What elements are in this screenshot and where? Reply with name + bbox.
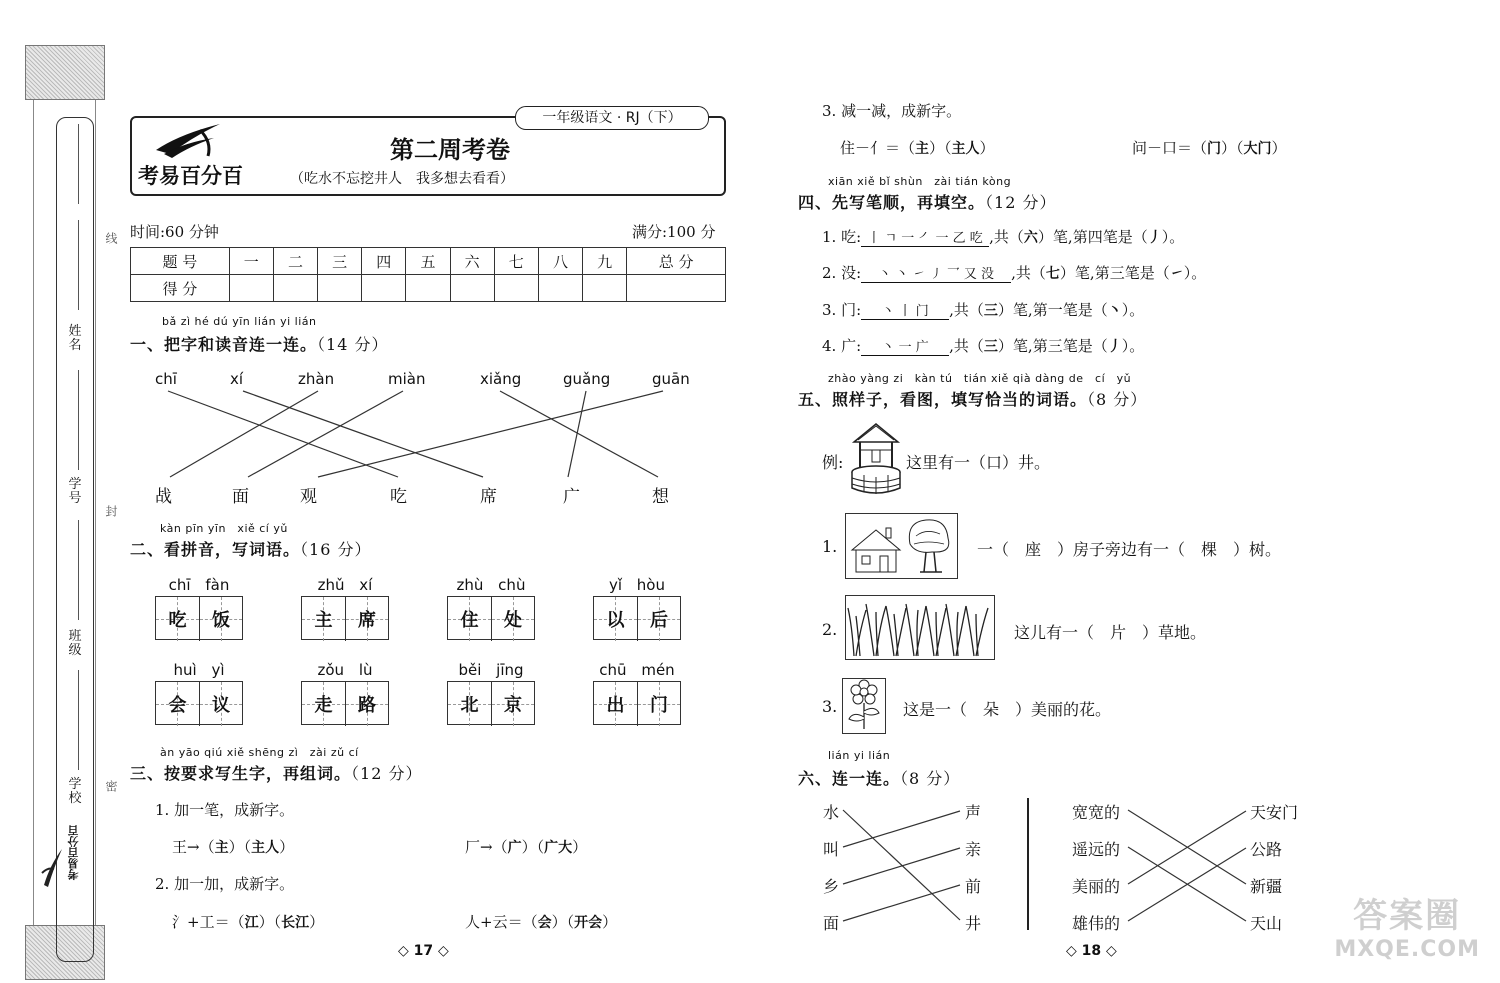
sec2-heading: 二、看拼音，写词语。（16 分） [130, 540, 372, 559]
house-tree-icon [846, 514, 957, 578]
sec5-heading: 五、照样子，看图，填写恰当的词语。（8 分） [798, 390, 1148, 409]
match-pinyin: zhàn [298, 370, 335, 388]
score-cell: 八 [538, 248, 582, 275]
item-number: 1. [822, 537, 838, 556]
sec3-item: 问－口＝（门）（大门） [1132, 139, 1287, 157]
match-char: 吃 [390, 487, 407, 507]
sec1-match-lines [0, 0, 760, 520]
word-pinyin: běi jīng [458, 661, 524, 679]
sec3-item: 厂→（广）（广大） [465, 838, 588, 856]
word-pinyin: chī fàn [168, 576, 230, 594]
measure-sentence: 这是一（ 朵 ）美丽的花。 [903, 700, 1112, 719]
watermark-url: MXQE.COM [1334, 937, 1480, 962]
tianzige-box[interactable]: 北 京 [447, 681, 535, 725]
house-tree-picture [845, 513, 958, 579]
grade-tag: 一年级语文 · RJ（下） [515, 106, 709, 130]
connect-right-char: 井 [965, 914, 982, 933]
score-cell: 五 [406, 248, 450, 275]
bind-mark-line: 线 [104, 232, 118, 244]
word-pinyin: yǐ hòu [608, 576, 665, 594]
stroke-item: 2. 没: 丶 丶 ㇀ ㇓ 乛 又 没 ,共（七）笔,第三笔是（㇀）。 [822, 264, 1207, 282]
match-pinyin: xiǎng [480, 370, 522, 388]
school-label: 学校 [68, 777, 82, 806]
exam-title: 第二周考卷 [390, 136, 510, 164]
class-label: 班级 [68, 629, 82, 658]
sec3-sub1: 1. 加一笔，成新字。 [155, 801, 295, 819]
sec3-item: 王→（主）（主人） [172, 838, 295, 856]
score-cell: 总 分 [627, 248, 726, 275]
sec4-pinyin: xiān xiě bǐ shùn zài tián kòng [828, 175, 1012, 188]
well-icon [848, 420, 904, 496]
match-pinyin: chī [155, 370, 177, 388]
match-char: 观 [300, 487, 317, 507]
page-number-left: ◇ 17 ◇ [398, 943, 449, 959]
bind-mark-secret: 密 [104, 780, 118, 792]
connect-left-char: 水 [823, 803, 840, 822]
student-id-label: 学号 [68, 477, 82, 506]
match-char: 广 [563, 487, 580, 507]
exam-motto: （吃水不忘挖井人 我多想去看看） [290, 171, 514, 187]
score-cell: 九 [583, 248, 627, 275]
example-label: 例: [822, 453, 844, 472]
measure-sentence: 这儿有一（ 片 ）草地。 [1014, 623, 1207, 642]
connect-left-char: 面 [823, 914, 840, 933]
sec1-heading: 一、把字和读音连一连。（14 分） [130, 335, 389, 354]
sec6-pinyin: lián yi lián [828, 749, 891, 762]
connect-right-phrase: 公路 [1250, 840, 1283, 859]
item-number: 3. [822, 697, 838, 716]
score-cell: 题 号 [131, 248, 230, 275]
brand-vertical: 考易百分百 [67, 825, 80, 880]
name-label: 姓名 [68, 324, 82, 353]
brand-name: 考易百分百 [138, 164, 243, 188]
connect-right-char: 声 [965, 803, 982, 822]
full-score: 满分:100 分 [632, 223, 716, 241]
watermark-title: 答案圈 [1353, 896, 1462, 936]
page-number-right: ◇ 18 ◇ [1066, 943, 1117, 959]
connect-right-phrase: 天安门 [1250, 803, 1299, 822]
match-pinyin: xí [230, 370, 244, 388]
tianzige-box[interactable]: 会 议 [155, 681, 243, 725]
word-pinyin: chū mén [599, 661, 675, 679]
connect-left-phrase: 雄伟的 [1072, 914, 1121, 933]
bind-mark-seal: 封 [104, 505, 118, 517]
connect-left-phrase: 美丽的 [1072, 877, 1121, 896]
watermark [1334, 888, 1480, 962]
sec1-pinyin: bǎ zì hé dú yīn lián yi lián [162, 315, 317, 328]
match-pinyin: guān [652, 370, 690, 388]
connect-right-char: 亲 [965, 840, 982, 859]
sec3-sub3: 3. 减一减，成新字。 [822, 102, 962, 120]
tianzige-box[interactable]: 以 后 [593, 596, 681, 640]
stroke-item: 3. 门: 丶 丨 门 ,共（三）笔,第一笔是（丶）。 [822, 301, 1145, 319]
sec3-sub2: 2. 加一加，成新字。 [155, 875, 295, 893]
tianzige-box[interactable]: 住 处 [447, 596, 535, 640]
match-pinyin: miàn [388, 370, 426, 388]
stroke-item: 4. 广: 丶 一 广 ,共（三）笔,第三笔是（丿）。 [822, 337, 1145, 355]
flower-picture [842, 678, 886, 734]
word-pinyin: zǒu lù [317, 661, 373, 679]
score-cell: 二 [273, 248, 317, 275]
score-cell: 七 [494, 248, 538, 275]
flower-icon [843, 679, 885, 733]
measure-sentence: 一（ 座 ）房子旁边有一（ 棵 ）树。 [977, 540, 1282, 559]
sec2-pinyin: kàn pīn yīn xiě cí yǔ [160, 522, 288, 535]
score-cell: 四 [362, 248, 406, 275]
connect-right-phrase: 新疆 [1250, 877, 1283, 896]
word-pinyin: huì yì [173, 661, 225, 679]
connect-left-char: 叫 [823, 840, 840, 859]
tianzige-box[interactable]: 主 席 [301, 596, 389, 640]
example-sentence: 这里有一（口）井。 [906, 453, 1051, 472]
sec3-item: 氵+工＝（江）（长江） [172, 913, 325, 931]
sec3-item: 住－亻＝（主）（主人） [840, 139, 995, 157]
score-cell: 得 分 [131, 275, 230, 302]
sec3-pinyin: àn yāo qiú xiě shēng zì zài zǔ cí [160, 746, 359, 759]
exam-time: 时间:60 分钟 [130, 223, 219, 241]
score-cell: 一 [229, 248, 273, 275]
word-pinyin: zhǔ xí [317, 576, 373, 594]
word-pinyin: zhù chù [456, 576, 526, 594]
match-char: 席 [480, 487, 497, 507]
sec3-item: 人+云＝（会）（开会） [465, 913, 618, 931]
match-pinyin: guǎng [563, 370, 611, 388]
connect-right-phrase: 天山 [1250, 914, 1283, 933]
sec5-pinyin: zhào yàng zi kàn tú tián xiě qià dàng de cí yǔ [828, 372, 1132, 385]
match-char: 战 [155, 487, 172, 507]
connect-left-phrase: 遥远的 [1072, 840, 1121, 859]
connect-left-phrase: 宽宽的 [1072, 803, 1121, 822]
sec4-heading: 四、先写笔顺，再填空。（12 分） [798, 193, 1057, 212]
tianzige-box[interactable]: 走 路 [301, 681, 389, 725]
score-cell: 三 [318, 248, 362, 275]
grass-icon [846, 596, 994, 659]
connect-left-char: 乡 [823, 877, 840, 896]
match-char: 面 [232, 487, 249, 507]
score-cell: 六 [450, 248, 494, 275]
sec6-heading: 六、连一连。（8 分） [798, 769, 961, 788]
match-char: 想 [652, 487, 669, 507]
sec3-heading: 三、按要求写生字，再组词。（12 分） [130, 764, 423, 783]
tianzige-box[interactable]: 出 门 [593, 681, 681, 725]
connect-right-char: 前 [965, 877, 982, 896]
item-number: 2. [822, 620, 838, 639]
grass-picture [845, 595, 995, 660]
stroke-item: 1. 吃: 丨 ㄱ 一 ㇒ 一 乙 吃 ,共（六）笔,第四笔是（丿）。 [822, 228, 1185, 246]
tianzige-box[interactable]: 吃 饭 [155, 596, 243, 640]
